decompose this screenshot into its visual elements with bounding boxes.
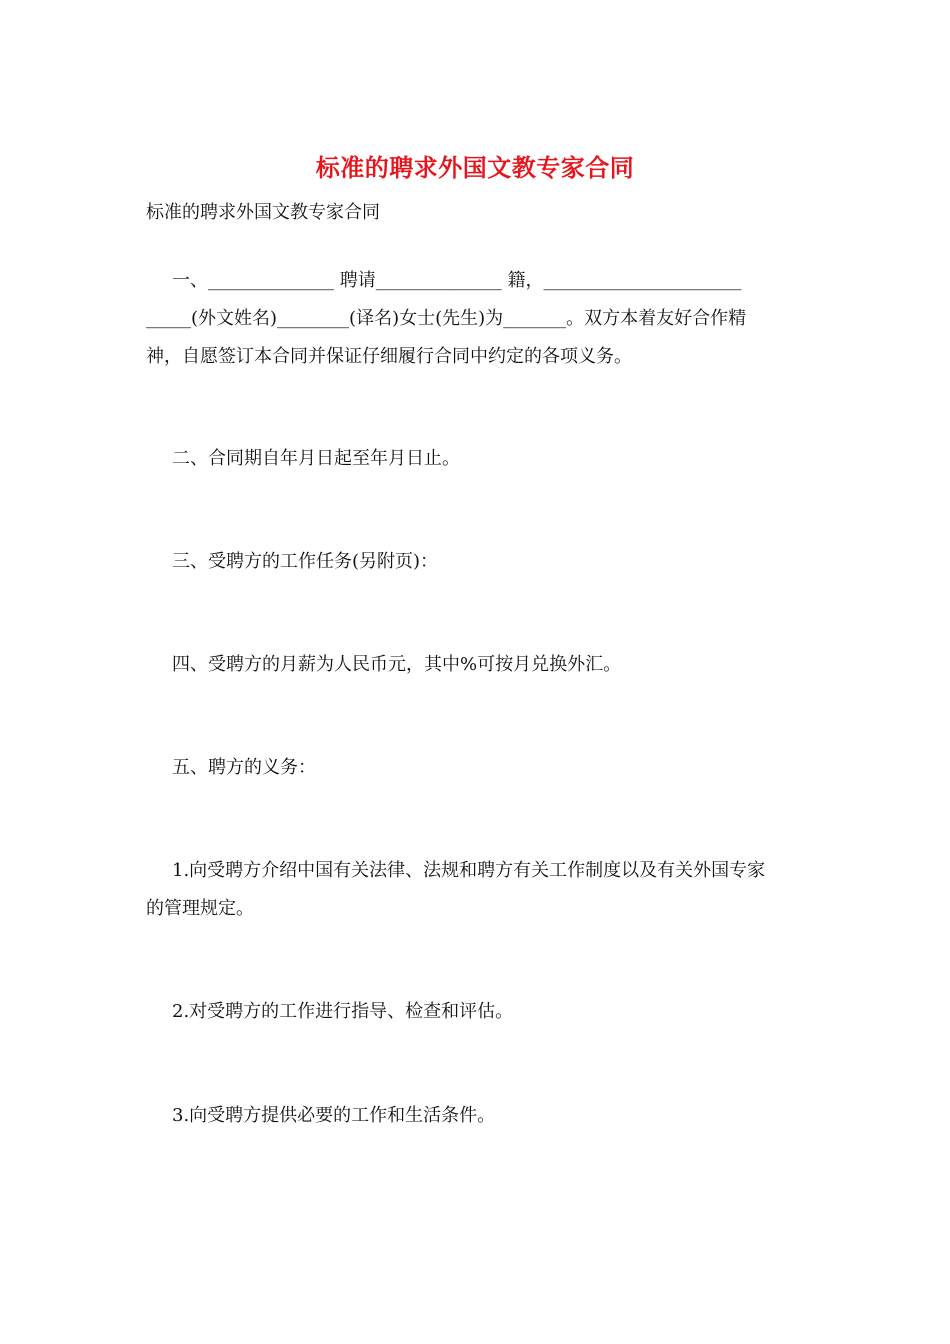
- clause-3: 三、受聘方的工作任务(另附页)：: [172, 551, 439, 572]
- document-subtitle: 标准的聘求外国文教专家合同: [146, 202, 380, 223]
- clause-1-line-3: 神，自愿签订本合同并保证仔细履行合同中约定的各项义务。: [146, 346, 632, 367]
- clause-2: 二、合同期自年月日起至年月日止。: [172, 448, 460, 469]
- obligation-3: 3.向受聘方提供必要的工作和生活条件。: [172, 1105, 496, 1126]
- obligation-2: 2.对受聘方的工作进行指导、检查和评估。: [172, 1001, 514, 1022]
- clause-4: 四、受聘方的月薪为人民币元，其中%可按月兑换外汇。: [172, 654, 622, 675]
- obligation-1-line-2: 的管理规定。: [146, 898, 254, 919]
- clause-1-line-2: _____(外文姓名)________(译名)女士(先生)为_______。双方本着友好合作精: [146, 308, 747, 329]
- clause-1-line-1: 一、______________ 聘请______________ 籍，______________________: [172, 270, 742, 291]
- clause-5: 五、聘方的义务：: [172, 757, 316, 778]
- document-title: 标准的聘求外国文教专家合同: [315, 153, 635, 182]
- obligation-1-line-1: 1.向受聘方介绍中国有关法律、法规和聘方有关工作制度以及有关外国专家: [172, 860, 766, 881]
